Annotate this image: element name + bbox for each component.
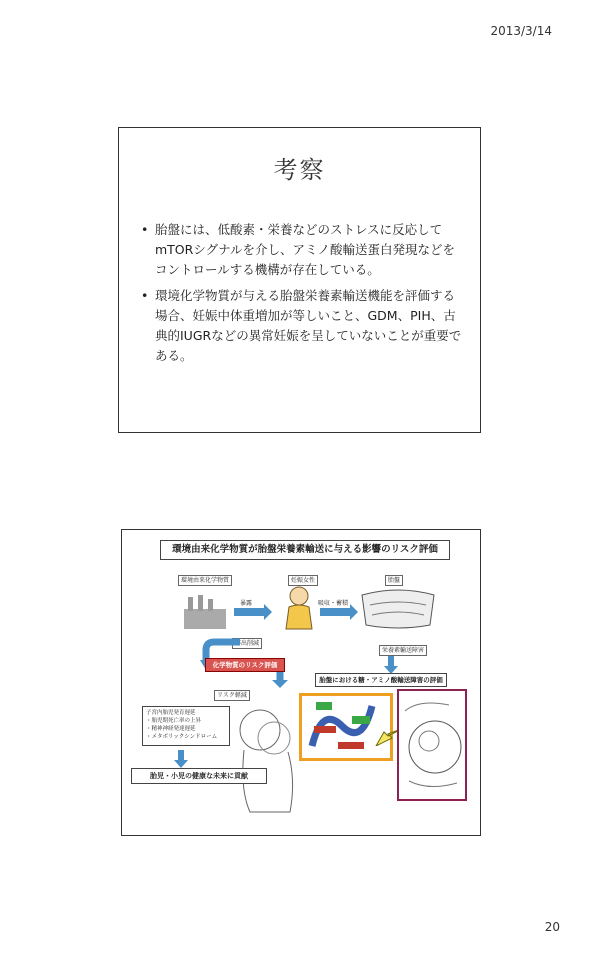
slide-date: 2013/3/14 bbox=[490, 24, 552, 38]
label-placenta: 胎盤 bbox=[385, 575, 403, 586]
diagram-title: 環境由来化学物質が胎盤栄養素輸送に与える影響のリスク評価 bbox=[160, 540, 450, 560]
outcome-item: ・メタボリックシンドローム bbox=[146, 734, 218, 740]
bullet-item: • 環境化学物質が与える胎盤栄養素輸送機能を評価する場合、妊娠中体重増加が等しいこと、GDM、PIH、古典的IUGRなどの異常妊娠を呈していないことが重要である。 bbox=[141, 286, 466, 366]
label-pregnant-woman: 妊娠女性 bbox=[288, 575, 318, 586]
slide-title: 考察 bbox=[273, 156, 326, 184]
arrow-down-icon bbox=[384, 656, 398, 674]
child-illustration-icon bbox=[230, 700, 302, 820]
outcome-list bbox=[142, 706, 230, 746]
anatomy-illustration bbox=[397, 689, 467, 801]
slide-discussion bbox=[118, 127, 481, 433]
risk-evaluation-box: 化学物質のリスク評価 bbox=[205, 658, 285, 672]
arrow-down-icon bbox=[174, 750, 188, 768]
placenta-icon bbox=[360, 585, 436, 631]
bullet-list bbox=[141, 220, 466, 372]
label-risk-reduction: リスク軽減 bbox=[214, 690, 250, 701]
label-emission-reduction: 排出削減 bbox=[232, 638, 262, 649]
transport-evaluation-box: 胎盤における糖・アミノ酸輸送障害の評価 bbox=[315, 673, 447, 687]
outcome-item: 子宮内胎児発育遅延 bbox=[146, 710, 196, 716]
label-absorption: 吸収・蓄積 bbox=[318, 600, 349, 607]
outcome-item: ・精神神経発達遅延 bbox=[146, 726, 196, 732]
placenta-anatomy-icon bbox=[399, 691, 465, 799]
bullet-item: • 胎盤には、低酸素・栄養などのストレスに反応してmTORシグナルを介し、アミノ酸輸送蛋白発現などをコントロールする機構が存在している。 bbox=[141, 220, 466, 280]
pregnant-woman-icon bbox=[282, 585, 316, 631]
contribution-box: 胎児・小児の健康な未来に貢献 bbox=[131, 768, 267, 784]
slide-risk-diagram bbox=[121, 529, 481, 836]
arrow-exposure-icon bbox=[234, 608, 264, 616]
page-number: 20 bbox=[544, 920, 560, 934]
arrow-absorption-icon bbox=[320, 608, 350, 616]
factory-icon bbox=[182, 595, 228, 629]
label-nutrient-transport: 栄養素輸送障害 bbox=[379, 645, 427, 656]
label-exposure: 暴露 bbox=[240, 600, 253, 607]
outcome-item: ・胎児期死亡率の上昇 bbox=[146, 718, 202, 724]
label-chemicals: 環境由来化学物質 bbox=[178, 575, 232, 586]
